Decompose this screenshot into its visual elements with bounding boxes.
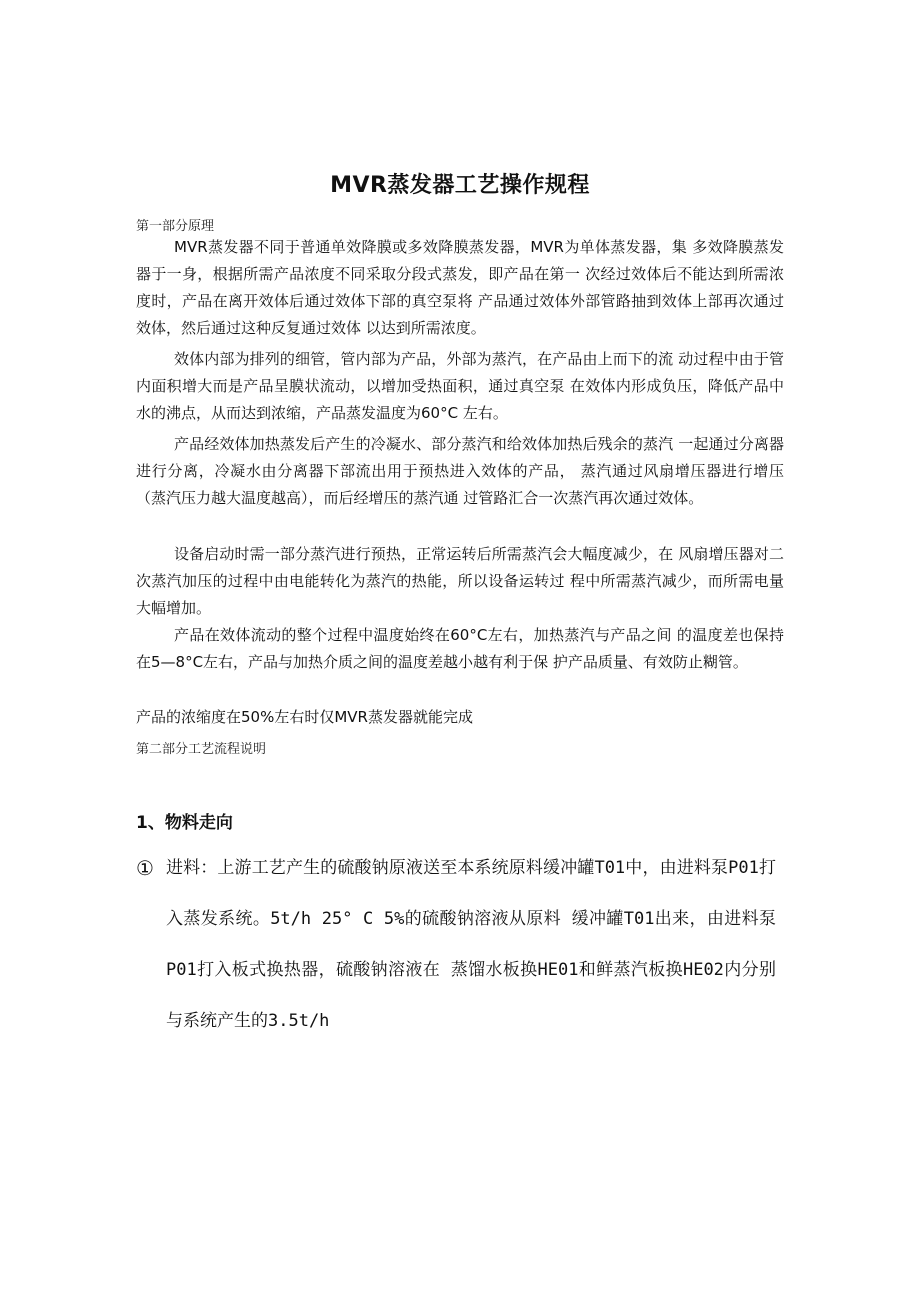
- paragraph-1: MVR蒸发器不同于普通单效降膜或多效降膜蒸发器，MVR为单体蒸发器，集 多效降膜蒸发器于一身，根据所需产品浓度不同采取分段式蒸发，即产品在第一 次经过效体后不能达到所需浓度时，产品在离开效体后通过效体下部的真空泵将 产品通过效体外部管路抽到效体上部再次通过效体，然后通过这种反复通过效体 以达到所需浓度。: [136, 238, 784, 337]
- paragraph-3: 产品经效体加热蒸发后产生的冷凝水、部分蒸汽和给效体加热后残余的蒸汽 一起通过分离器进行分离，冷凝水由分离器下部流出用于预热进入效体的产品， 蒸汽通过风扇增压器进行增压（蒸汽压力越大温度越高），而后经增压的蒸汽通 过管路汇合一次蒸汽再次通过效体。: [136, 435, 784, 507]
- paragraph-4: 设备启动时需一部分蒸汽进行预热，正常运转后所需蒸汽会大幅度减少，在 风扇增压器对二次蒸汽加压的过程中由电能转化为蒸汽的热能，所以设备运转过 程中所需蒸汽减少，而所需电量大幅增加。: [136, 545, 784, 617]
- item-text: 进料：上游工艺产生的硫酸钠原液送至本系统原料缓冲罐T01中，由进料泵P01打入蒸发系统。5t/h 25° C 5%的硫酸钠溶液从原料 缓冲罐T01出来，由进料泵P01打入板式换热器，硫酸钠溶液在 蒸馏水板换HE01和鲜蒸汽板换HE02内分别与系统产生的3.5t/h: [166, 858, 776, 1031]
- part1-heading: 第一部分原理: [136, 219, 215, 234]
- paragraph-2: 效体内部为排列的细管，管内部为产品，外部为蒸汽，在产品由上而下的流 动过程中由于管内面积增大而是产品呈膜状流动，以增加受热面积，通过真空泵 在效体内形成负压，降低产品中水的沸点，从而达到浓缩，产品蒸发温度为60°C 左右。: [136, 350, 784, 422]
- list-item: [136, 850, 786, 1047]
- part2-heading: 第二部分工艺流程说明: [136, 742, 267, 757]
- circled-number: ①: [136, 856, 154, 880]
- document-title: MVR蒸发器工艺操作规程: [330, 173, 590, 198]
- closing-line: 产品的浓缩度在50%左右时仅MVR蒸发器就能完成: [136, 708, 473, 726]
- section-heading: 1、物料走向: [136, 813, 233, 833]
- paragraph-5: 产品在效体流动的整个过程中温度始终在60°C左右，加热蒸汽与产品之间 的温度差也保持在5—8°C左右，产品与加热介质之间的温度差越小越有利于保 护产品质量、有效防止糊管。: [136, 626, 784, 671]
